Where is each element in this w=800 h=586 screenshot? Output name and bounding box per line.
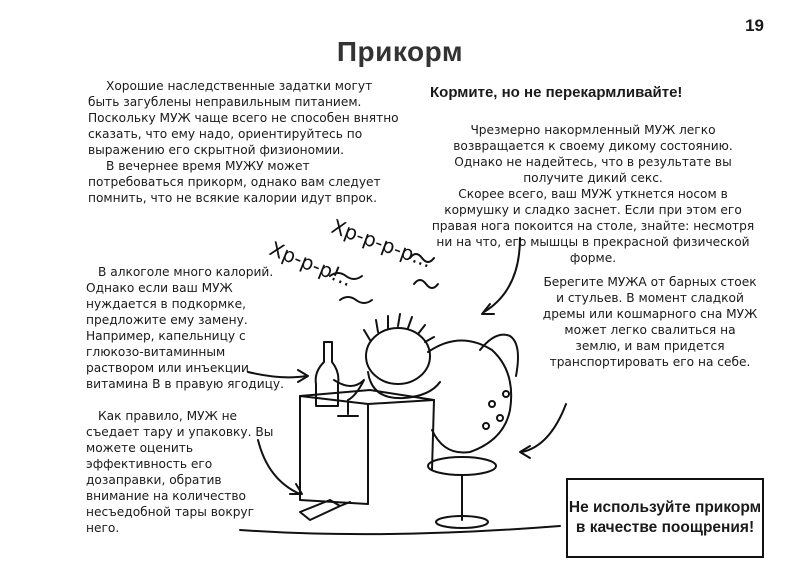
arm	[368, 372, 440, 398]
bar-counter	[300, 396, 368, 504]
bar-stools-note-text: Берегите МУЖА от барных стоек и стульев. В момент сладкой дремы или кошмарного сна МУЖ может легко свалиться на землю, и вам придется транспортировать его на себе.	[542, 275, 758, 369]
head	[366, 328, 430, 384]
shoe-spot	[483, 423, 489, 429]
snore-squiggle	[340, 297, 372, 303]
packaging-note-text: Как правило, МУЖ не съедает тару и упаковку. Вы можете оценить эффективность его дозаправки, обратив внимание на количество несъедобной тары вокруг него.	[86, 409, 274, 535]
shoe-spot	[497, 415, 503, 421]
snore-text-2: Хр-р-р!..	[266, 236, 356, 292]
bar-stool-seat	[428, 457, 496, 475]
arrow-from-bars-note	[522, 404, 566, 452]
section-paragraph-2: Скорее всего, ваш МУЖ уткнется носом в кормушку и сладко заснет. Если при этом его правая нога покоится на столе, знайте: несмотря ни на что, его мышцы в прекрасной физической форме.	[431, 187, 755, 265]
intro-paragraph-2: В вечернее время МУЖУ может потребоваться прикорм, однако вам следует помнить, что не всякие калории идут впрок.	[88, 159, 381, 205]
page-number: 19	[745, 16, 764, 35]
snore-text-1: Хр-р-р-р...	[328, 214, 436, 273]
shoe-spot	[503, 391, 509, 397]
section-heading: Кормите, но не перекармливайте!	[430, 84, 683, 101]
arrow-to-illustration	[248, 372, 306, 377]
bottle	[316, 342, 339, 406]
alcohol-note-text: В алкоголе много калорий. Однако если ваш МУЖ нуждается в подкормке, предложите ему замену. Например, капельницу с глюкозо-витаминным раствором или инъекции витамина В в правую ягодицу.	[86, 265, 285, 391]
callout-text: Не используйте прикорм в качестве поощрения!	[568, 499, 762, 536]
floor-line	[240, 526, 560, 534]
page-title: Прикорм	[336, 36, 464, 67]
snore-squiggle	[414, 280, 438, 288]
section-paragraph-1: Чрезмерно накормленный МУЖ легко возвращается к своему дикому состоянию. Однако не надейтесь, что в результате вы получите дикий секс.	[453, 123, 733, 185]
intro-paragraph-1: Хорошие наследственные задатки могут быть загублены неправильным питанием. Поскольку МУЖ чаще всего не способен внятно сказать, что ему надо, ориентируйтесь по выражению его скрытной физиономии.	[88, 79, 399, 157]
leg	[480, 335, 518, 376]
body	[428, 340, 511, 452]
arrow-from-right-text	[484, 238, 520, 312]
arrow-from-tare-note	[258, 440, 300, 494]
shoe-spot	[489, 401, 495, 407]
